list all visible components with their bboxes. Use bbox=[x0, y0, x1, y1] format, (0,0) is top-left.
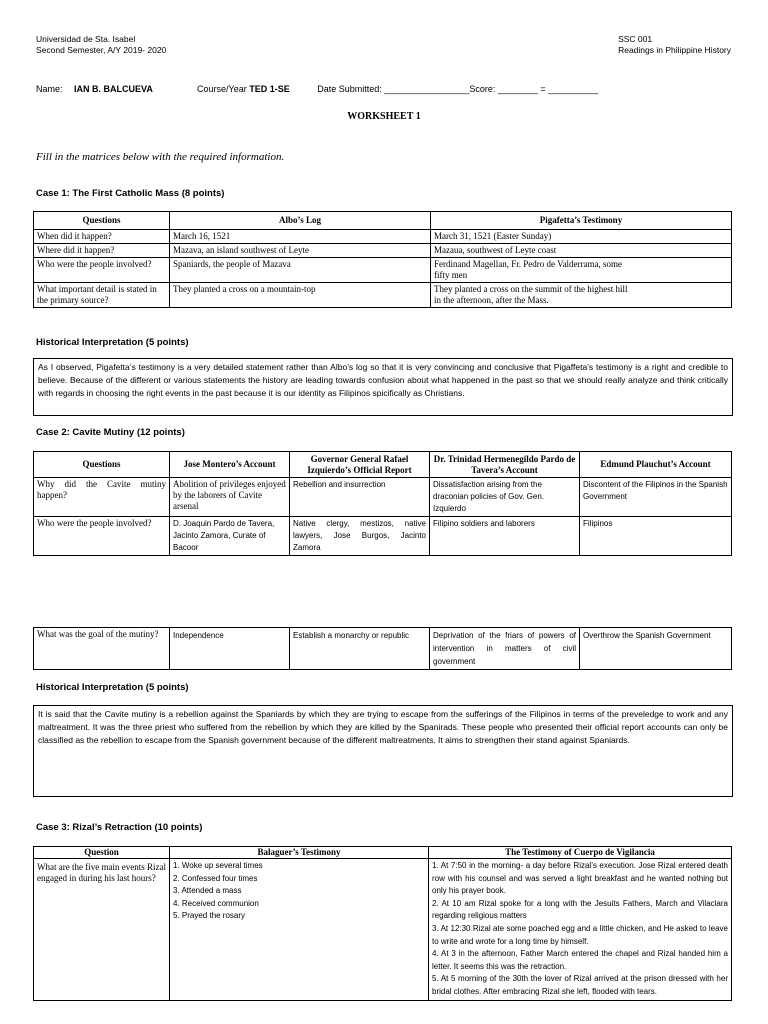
table-cell: Why did the Cavite mutiny happen? bbox=[34, 478, 170, 517]
case2-goal-table bbox=[33, 627, 732, 670]
course-title: Readings in Philippine History bbox=[618, 45, 731, 55]
case3-header: Question bbox=[34, 847, 170, 859]
case2-header: Dr. Trinidad Hermenegildo Pardo de Tavera’s Account bbox=[430, 452, 580, 478]
table-cell: D. Joaquin Pardo de Tavera, Jacinto Zamora, Curate of Bacoor bbox=[170, 517, 290, 556]
case3-table bbox=[33, 846, 732, 1001]
table-cell: Who were the people involved? bbox=[34, 258, 170, 283]
case1-header-row bbox=[34, 212, 732, 230]
case2-interpretation-title: Historical Interpretation (5 points) bbox=[36, 682, 189, 693]
university-name: Universidad de Sta. Isabel bbox=[36, 34, 136, 44]
table-cell: Discontent of the Filipinos in the Spanish Government bbox=[580, 478, 732, 517]
table-cell: Filipinos bbox=[580, 517, 732, 556]
table-row bbox=[34, 230, 732, 244]
table-cell: Mazava, an island southwest of Leyte bbox=[170, 244, 431, 258]
balaguer-list bbox=[170, 859, 429, 1001]
list-item: 3. At 12:30 Rizal ate some poached egg and a little chicken, and He asked to leave to write and wrote for a long time by himself. bbox=[432, 923, 728, 946]
case2-table bbox=[33, 451, 732, 556]
table-cell: March 31, 1521 (Easter Sunday) bbox=[431, 230, 732, 244]
case3-header-row bbox=[34, 847, 732, 859]
table-cell: When did it happen? bbox=[34, 230, 170, 244]
table-cell: They planted a cross on the summit of the highest hill in the afternoon, after the Mass. bbox=[431, 283, 732, 308]
case1-table bbox=[33, 211, 732, 308]
table-cell: Rebellion and insurrection bbox=[290, 478, 430, 517]
list-item: 2. At 10 am Rizal spoke for a long with the Jesuits Fathers, March and Vilaclara regarding religious matters bbox=[432, 898, 728, 921]
name-value: IAN B. BALCUEVA bbox=[74, 84, 153, 94]
case3-header: Balaguer’s Testimony bbox=[170, 847, 429, 859]
case3-header: The Testimony of Cuerpo de Vigilancia bbox=[429, 847, 732, 859]
case1-header: Albo’s Log bbox=[170, 212, 431, 230]
score-label: Score: ________ = __________ bbox=[469, 84, 599, 94]
table-cell: Native clergy, mestizos, native lawyers, Jose Burgos, Jacinto Zamora bbox=[290, 517, 430, 556]
table-cell: Ferdinand Magellan, Fr. Pedro de Valderrama, some fifty men bbox=[431, 258, 732, 283]
table-cell: Establish a monarchy or republic bbox=[290, 628, 430, 670]
case1-interpretation-title: Historical Interpretation (5 points) bbox=[36, 337, 189, 348]
case2-header: Questions bbox=[34, 452, 170, 478]
cuerpo-list bbox=[429, 859, 732, 1001]
case1-interpretation-box: As I observed, Pigafetta’s testimony is a very detailed statement rather than Albo’s log so that it is very convincing and conclusive that Pigaffeta’s testimony is a right and credible to believe. Because of the different or various statements the history are leading towards confusion about what happened in the past so that we should really analyze and think critically with regards in choosing the right events in the past because it is our identity as Filipinos spicifically as Christians. bbox=[33, 358, 733, 416]
list-item: 1. Woke up several times bbox=[173, 861, 263, 870]
table-cell: They planted a cross on a mountain-top bbox=[170, 283, 431, 308]
header-right bbox=[618, 34, 731, 56]
table-row bbox=[34, 628, 732, 670]
table-row bbox=[34, 244, 732, 258]
case1-header: Pigafetta’s Testimony bbox=[431, 212, 732, 230]
list-item: 5. At 5 morning of the 30th the lover of Rizal arrived at the prison dressed with her bridal clothes. After embracing Rizal she left, flooded with tears. bbox=[432, 974, 728, 996]
case2-header: Governor General Rafael Izquierdo’s Official Report bbox=[290, 452, 430, 478]
case2-interpretation-box: It is said that the Cavite mutiny is a rebellion against the Spaniards by which they are trying to escape from the sufferings of the Filipinos in terms of the preveledge to work and any maltreatment. It was the three priest who suffered from the rebellion by which they are killed by the Spanirads. These people who presented their official report accounts can only be classified as the rebellion to escape from the Spanish government because of the different maltreatments. It aims to strengthen their stand against Spaniards. bbox=[33, 705, 733, 797]
name-label: Name: bbox=[36, 84, 63, 94]
list-item: 5. Prayed the rosary bbox=[173, 911, 246, 921]
table-cell: Overthrow the Spanish Government bbox=[580, 628, 732, 670]
table-row bbox=[34, 258, 732, 283]
worksheet-title: WORKSHEET 1 bbox=[347, 111, 421, 122]
table-row bbox=[34, 478, 732, 517]
instruction-text: Fill in the matrices below with the required information. bbox=[36, 151, 285, 163]
list-item: 1. At 7:50 in the morning- a day before Rizal’s execution. Jose Rizal entered death row with his counsel and was served a light breakfast and he wanted nothing but only his prayer book. bbox=[432, 861, 728, 896]
table-cell: Deprivation of the friars of powers of intervention in matters of civil government bbox=[430, 628, 580, 670]
table-row bbox=[34, 283, 732, 308]
course-value: TED 1-SE bbox=[249, 84, 290, 94]
table-cell: Filipino soldiers and laborers bbox=[430, 517, 580, 556]
table-cell: Where did it happen? bbox=[34, 244, 170, 258]
table-cell: Dissatisfaction arising from the draconian policies of Gov. Gen. Izquierdo bbox=[430, 478, 580, 517]
case2-header-row bbox=[34, 452, 732, 478]
case1-header: Questions bbox=[34, 212, 170, 230]
semester-label: Second Semester, A/Y 2019- 2020 bbox=[36, 45, 167, 55]
course-label: Course/Year bbox=[197, 84, 250, 94]
table-cell: Abolition of privileges enjoyed by the laborers of Cavite arsenal bbox=[170, 478, 290, 517]
student-info-row bbox=[36, 84, 736, 94]
table-cell: Independence bbox=[170, 628, 290, 670]
table-cell: Spaniards, the people of Mazava bbox=[170, 258, 431, 283]
case3-title: Case 3: Rizal’s Retraction (10 points) bbox=[36, 822, 203, 833]
table-cell: Mazaua, southwest of Leyte coast bbox=[431, 244, 732, 258]
list-item: 3. Attended a mass bbox=[173, 886, 242, 896]
table-cell: What was the goal of the mutiny? bbox=[34, 628, 170, 670]
list-item: 2. Confessed four times bbox=[173, 873, 258, 883]
header-left bbox=[36, 34, 166, 56]
table-row bbox=[34, 517, 732, 556]
table-cell: March 16, 1521 bbox=[170, 230, 431, 244]
case1-title: Case 1: The First Catholic Mass (8 points) bbox=[36, 188, 225, 199]
table-cell: What important detail is stated in the primary source? bbox=[34, 283, 170, 308]
list-item: 4. At 3 in the afternoon, Father March entered the chapel and Rizal handed him a letter. It seems this was the retraction. bbox=[432, 949, 728, 971]
list-item: 4. Received communion bbox=[173, 898, 259, 908]
table-row bbox=[34, 859, 732, 1001]
table-cell: Who were the people involved? bbox=[34, 517, 170, 556]
course-code: SSC 001 bbox=[618, 34, 653, 44]
case2-header: Edmund Plauchut’s Account bbox=[580, 452, 732, 478]
date-submitted-label: Date Submitted: _________________ bbox=[317, 84, 470, 94]
case2-header: Jose Montero’s Account bbox=[170, 452, 290, 478]
case3-question: What are the five main events Rizal engaged in during his last hours? bbox=[34, 859, 170, 1001]
case2-title: Case 2: Cavite Mutiny (12 points) bbox=[36, 427, 185, 438]
